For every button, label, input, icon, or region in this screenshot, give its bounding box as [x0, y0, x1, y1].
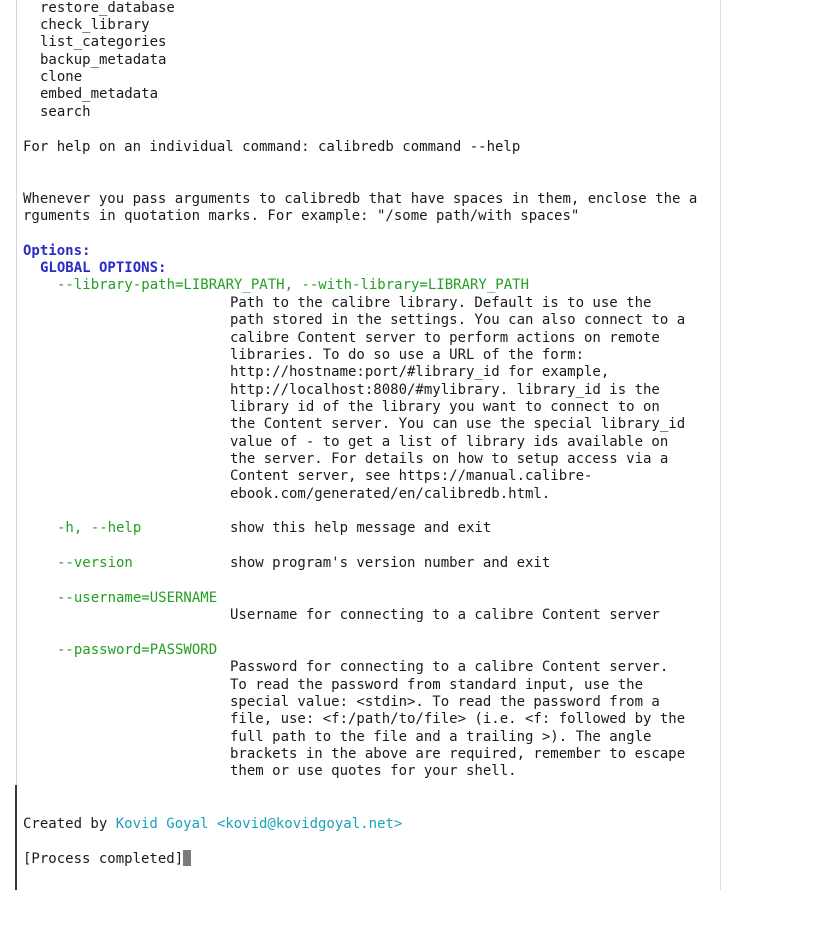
spaces-note-line: rguments in quotation marks. For example: "/some path/with spaces"	[23, 208, 580, 224]
library-path-desc-line: path stored in the settings. You can also connect to a	[230, 312, 686, 328]
options-heading: Options:	[23, 243, 91, 259]
library-path-desc-line: http://localhost:8080/#mylibrary. library_id is the	[230, 382, 660, 398]
command-item: backup_metadata	[40, 52, 167, 68]
command-item: list_categories	[40, 34, 167, 50]
command-item: clone	[40, 69, 83, 85]
password-flag: --password=PASSWORD	[57, 642, 218, 658]
library-path-desc-line: ebook.com/generated/en/calibredb.html.	[230, 486, 551, 502]
terminal-right-border	[720, 0, 721, 890]
help-flag: -h, --help	[57, 520, 142, 536]
password-desc-line: special value: <stdin>. To read the password from a	[230, 694, 660, 710]
spaces-note-line: Whenever you pass arguments to calibredb that have spaces in them, enclose the a	[23, 191, 698, 207]
terminal-left-border	[16, 0, 17, 890]
library-path-desc-line: the Content server. You can use the special library_id	[230, 416, 686, 432]
library-path-desc-line: Path to the calibre library. Default is to use the	[230, 295, 652, 311]
terminal-cursor	[183, 850, 191, 866]
password-desc-line: file, use: <f:/path/to/file> (i.e. <f: followed by the	[230, 711, 686, 727]
library-path-flag: --library-path=LIBRARY_PATH, --with-library=LIBRARY_PATH	[57, 277, 530, 293]
command-item: search	[40, 104, 91, 120]
password-desc-line: brackets in the above are required, remember to escape	[230, 746, 686, 762]
library-path-desc-line: library id of the library you want to connect to on	[230, 399, 660, 415]
command-item: embed_metadata	[40, 86, 159, 102]
library-path-desc-line: libraries. To do so use a URL of the form:	[230, 347, 585, 363]
credits-author: Kovid Goyal <kovid@kovidgoyal.net>	[115, 816, 403, 832]
password-desc-line: them or use quotes for your shell.	[230, 763, 517, 779]
password-desc-line: Password for connecting to a calibre Content server.	[230, 659, 669, 675]
process-status: [Process completed]	[23, 851, 184, 867]
help-hint-line: For help on an individual command: calibredb command --help	[23, 139, 521, 155]
command-item: check_library	[40, 17, 150, 33]
library-path-desc-line: http://hostname:port/#library_id for example,	[230, 364, 610, 380]
credits-prefix: Created by	[23, 816, 116, 832]
credits-line	[23, 816, 402, 833]
username-flag-desc: Username for connecting to a calibre Content server	[230, 607, 660, 623]
library-path-desc-line: value of - to get a list of library ids available on	[230, 434, 669, 450]
help-flag-desc: show this help message and exit	[230, 520, 492, 536]
library-path-desc-line: the server. For details on how to setup access via a	[230, 451, 669, 467]
library-path-desc-line: Content server, see https://manual.calibre-	[230, 468, 593, 484]
version-flag-desc: show program's version number and exit	[230, 555, 551, 571]
password-desc-line: full path to the file and a trailing >). The angle	[230, 729, 652, 745]
terminal-left-border-dark	[15, 785, 17, 890]
process-status-line	[23, 850, 191, 867]
password-desc-line: To read the password from standard input, use the	[230, 677, 644, 693]
version-flag: --version	[57, 555, 133, 571]
global-options-heading: GLOBAL OPTIONS:	[40, 260, 167, 276]
command-item: restore_database	[40, 0, 175, 16]
username-flag: --username=USERNAME	[57, 590, 218, 606]
library-path-desc-line: calibre Content server to perform actions on remote	[230, 330, 660, 346]
